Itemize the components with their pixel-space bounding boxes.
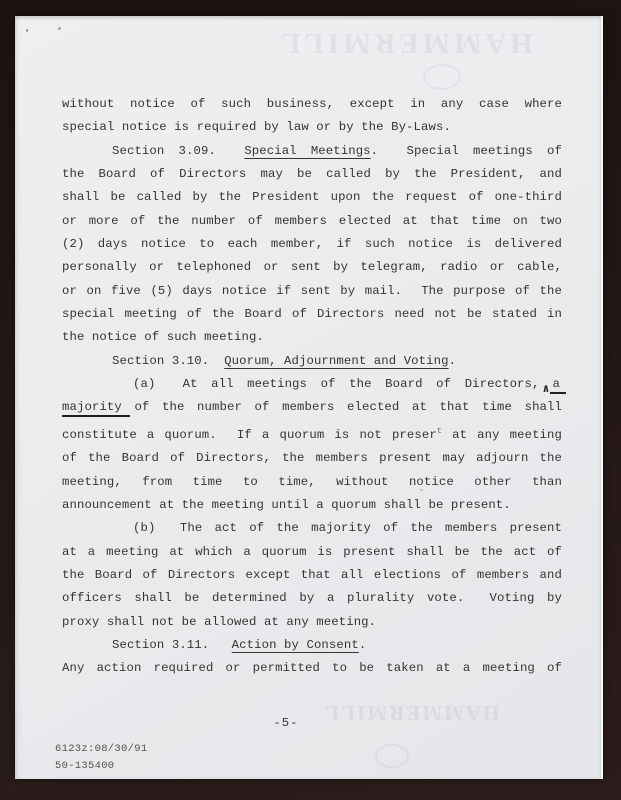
text-run: without notice of such business, except in any case where	[62, 97, 562, 111]
text-underline-hand: majority	[62, 400, 130, 417]
text-run: of the number of members elected at that time shall	[121, 400, 562, 415]
document-line	[62, 140, 562, 163]
text-run: shall be called by the President upon the request of one-third	[62, 190, 562, 205]
document-line	[62, 256, 562, 279]
scanned-page	[15, 16, 603, 779]
text-run: Section 3.10.	[112, 353, 225, 368]
document-text	[62, 93, 562, 681]
document-line	[62, 657, 562, 680]
document-line	[62, 303, 562, 326]
document-line	[62, 186, 562, 209]
text-inserted-text: a	[550, 377, 566, 394]
text-run: the Board of Directors except that all elections of members and	[62, 567, 562, 582]
text-run: officers shall be determined by a plurality vote. Voting by	[62, 591, 562, 606]
document-line	[62, 326, 562, 349]
text-run: constitute a quorum. If a quorum is not preser	[62, 427, 437, 442]
document-line	[62, 587, 562, 610]
text-run: special meeting of the Board of Directors need not be stated in	[62, 307, 562, 322]
text-run: or more of the number of members elected at that time on two	[62, 213, 562, 228]
document-line	[62, 373, 562, 396]
document-line	[62, 396, 562, 419]
document-line	[62, 93, 562, 116]
document-line	[62, 280, 562, 303]
document-line	[62, 564, 562, 587]
document-line	[62, 447, 562, 470]
text-run: meeting, from time to time, without notice other than	[62, 474, 562, 489]
doc-id-line: 6123z:08/30/91	[55, 743, 148, 755]
text-run: personally or telephoned or sent by telegram, radio or cable,	[62, 260, 562, 275]
document-line	[62, 163, 562, 186]
file-number-line: 50-135400	[55, 759, 115, 772]
document-line	[62, 494, 562, 517]
text-run: (a) At all meetings of the Board of Directors,	[133, 377, 540, 392]
text-run: special notice is required by law or by the By-Laws.	[62, 120, 451, 135]
document-line	[62, 116, 562, 139]
text-run: proxy shall not be allowed at any meeting.	[62, 614, 377, 629]
document-control-numbers	[55, 741, 147, 774]
text-run: Section 3.09.	[112, 143, 245, 158]
text-caret-mark: ∧	[542, 383, 550, 397]
text-run: .	[358, 637, 367, 652]
paper-watermark-bottom: HAMMERMILL	[323, 701, 500, 725]
text-run: Section 3.11.	[112, 637, 232, 652]
paper-watermark-top: HAMMERMILL	[277, 27, 533, 59]
document-line	[62, 233, 562, 256]
text-superscript-faint: t	[436, 425, 443, 436]
text-run: (b) The act of the majority of the members present	[133, 521, 562, 536]
text-underline-typed: Special Meetings	[244, 143, 371, 158]
document-line	[62, 471, 562, 494]
document-line	[62, 611, 562, 634]
paper-speck	[58, 27, 61, 30]
document-line	[62, 210, 562, 233]
text-run: Any action required or permitted to be taken at a meeting of	[62, 661, 562, 676]
document-line	[62, 541, 562, 564]
document-line	[62, 420, 562, 447]
text-run: or on five (5) days notice if sent by mail. The purpose of the	[62, 283, 562, 298]
text-run: .	[448, 353, 457, 368]
text-run: at any meeting	[442, 427, 562, 442]
text-run: the Board of Directors may be called by the President, and	[62, 167, 562, 182]
paper-speck	[26, 29, 28, 32]
watermark-logo-bottom	[375, 744, 409, 768]
text-run: of the Board of Directors, the members present may adjourn the	[62, 451, 562, 466]
text-run: at a meeting at which a quorum is present shall be the act of	[62, 544, 562, 559]
page-number: -5-	[273, 716, 299, 730]
text-run: announcement at the meeting until a quorum shall be present.	[62, 497, 511, 512]
watermark-logo-top	[423, 64, 461, 90]
text-underline-typed: Quorum, Adjournment and Voting	[224, 353, 449, 368]
text-run: (2) days notice to each member, if such notice is delivered	[62, 237, 562, 252]
text-run: . Special meetings of	[370, 143, 563, 158]
document-line	[62, 634, 562, 657]
text-underline-typed: Action by Consent	[231, 637, 359, 652]
text-run: the notice of such meeting.	[62, 330, 264, 345]
document-line	[62, 517, 562, 540]
document-line	[62, 350, 562, 373]
